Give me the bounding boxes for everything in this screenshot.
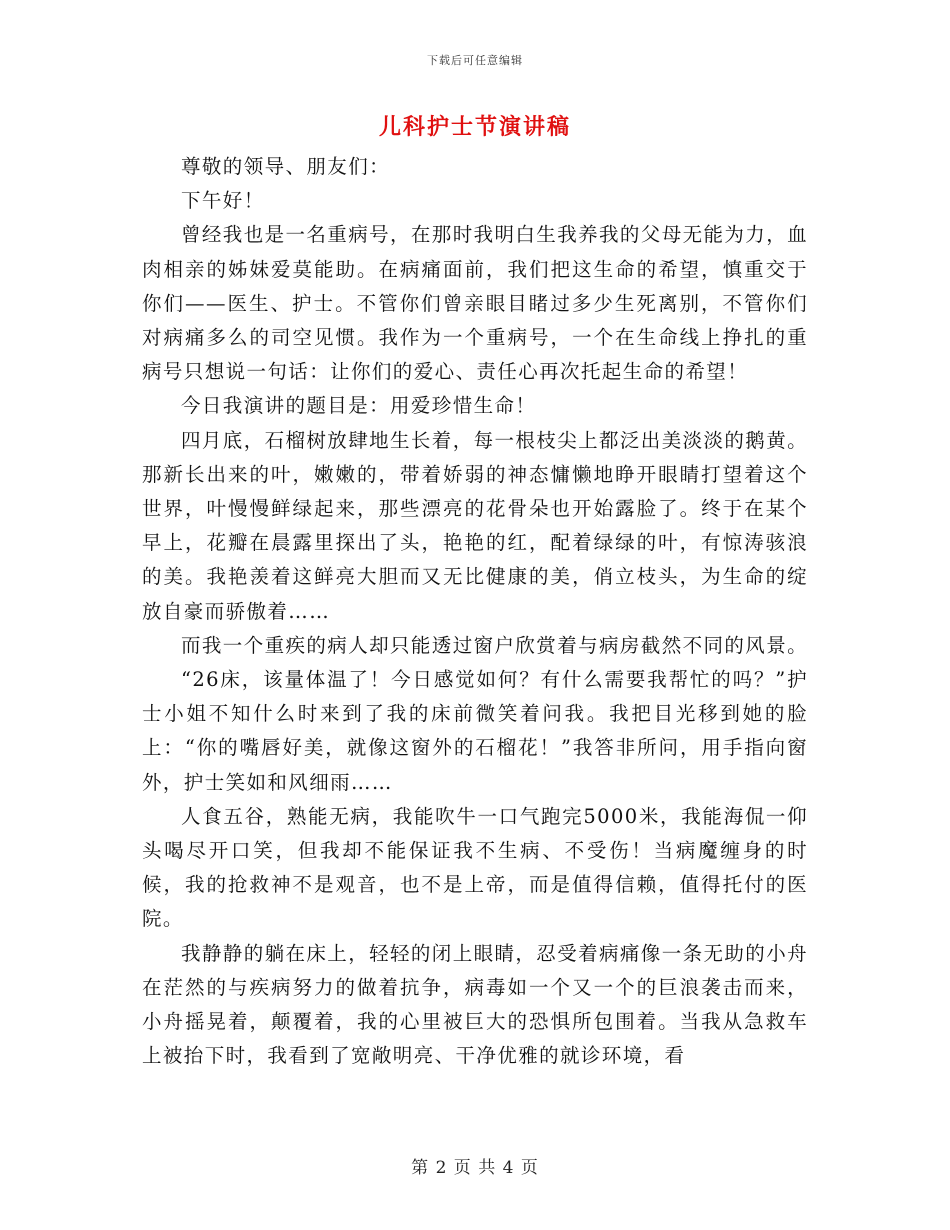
paragraph: 我静静的躺在床上，轻轻的闭上眼睛，忍受着病痛像一条无助的小舟在茫然的与疾病努力的做着抗争，病毒如一个又一个的巨浪袭击而来，小舟摇晃着，颠覆着，我的心里被巨大的恐惧所包围着。当我从急救车上被抬下时，我看到了宽敞明亮、干净优雅的就诊环境，看 bbox=[142, 941, 809, 1068]
page-header-note: 下载后可任意编辑 bbox=[427, 54, 523, 67]
paragraph: 而我一个重疾的病人却只能透过窗户欣赏着与病房截然不同的风景。 bbox=[181, 633, 809, 657]
page-number: 第 2 页 共 4 页 bbox=[411, 1158, 539, 1178]
document-title: 儿科护士节演讲稿 bbox=[378, 114, 571, 140]
document-body bbox=[142, 150, 808, 1073]
paragraph-topic: 今日我演讲的题目是：用爱珍惜生命！ bbox=[181, 394, 537, 418]
paragraph: “26床，该量体温了！今日感觉如何？有什么需要我帮忙的吗？”护士小姐不知什么时来到了我的床前微笑着问我。我把目光移到她的脸上：“你的嘴唇好美，就像这窗外的石榴花！”我答非所问，用手指向窗外，护士笑如和风细雨…… bbox=[142, 668, 808, 794]
paragraph-greeting: 尊敬的领导、朋友们： bbox=[181, 155, 391, 178]
paragraph: 四月底，石榴树放肆地生长着，每一根枝尖上都泛出美淡淡的鹅黄。那新长出来的叶，嫩嫩的，带着娇弱的神态慵懒地睁开眼睛打望着这个世界，叶慢慢鲜绿起来，那些漂亮的花骨朵也开始露脸了。终于在某个早上，花瓣在晨露里探出了头，艳艳的红，配着绿绿的叶，有惊涛骇浪的美。我艳羡着这鲜亮大胆而又无比健康的美，俏立枝头，为生命的绽放自豪而骄傲着…… bbox=[142, 428, 809, 623]
paragraph: 曾经我也是一名重病号，在那时我明白生我养我的父母无能为力，血肉相亲的姊妹爱莫能助。在病痛面前，我们把这生命的希望，慎重交于你们——医生、护士。不管你们曾亲眼目睹过多少生死离别，不管你们对病痛多么的司空见惯。我作为一个重病号，一个在生命线上挣扎的重病号只想说一句话：让你们的爱心、责任心再次托起生命的希望！ bbox=[142, 223, 809, 384]
paragraph: 人食五谷，熟能无病，我能吹牛一口气跑完5000米，我能海侃一仰头喝尽开口笑，但我却不能保证我不生病、不受伤！当病魔缠身的时候，我的抢救神不是观音，也不是上帝，而是值得信赖，值得托付的医院。 bbox=[142, 804, 808, 931]
paragraph-salutation: 下午好！ bbox=[181, 189, 265, 213]
